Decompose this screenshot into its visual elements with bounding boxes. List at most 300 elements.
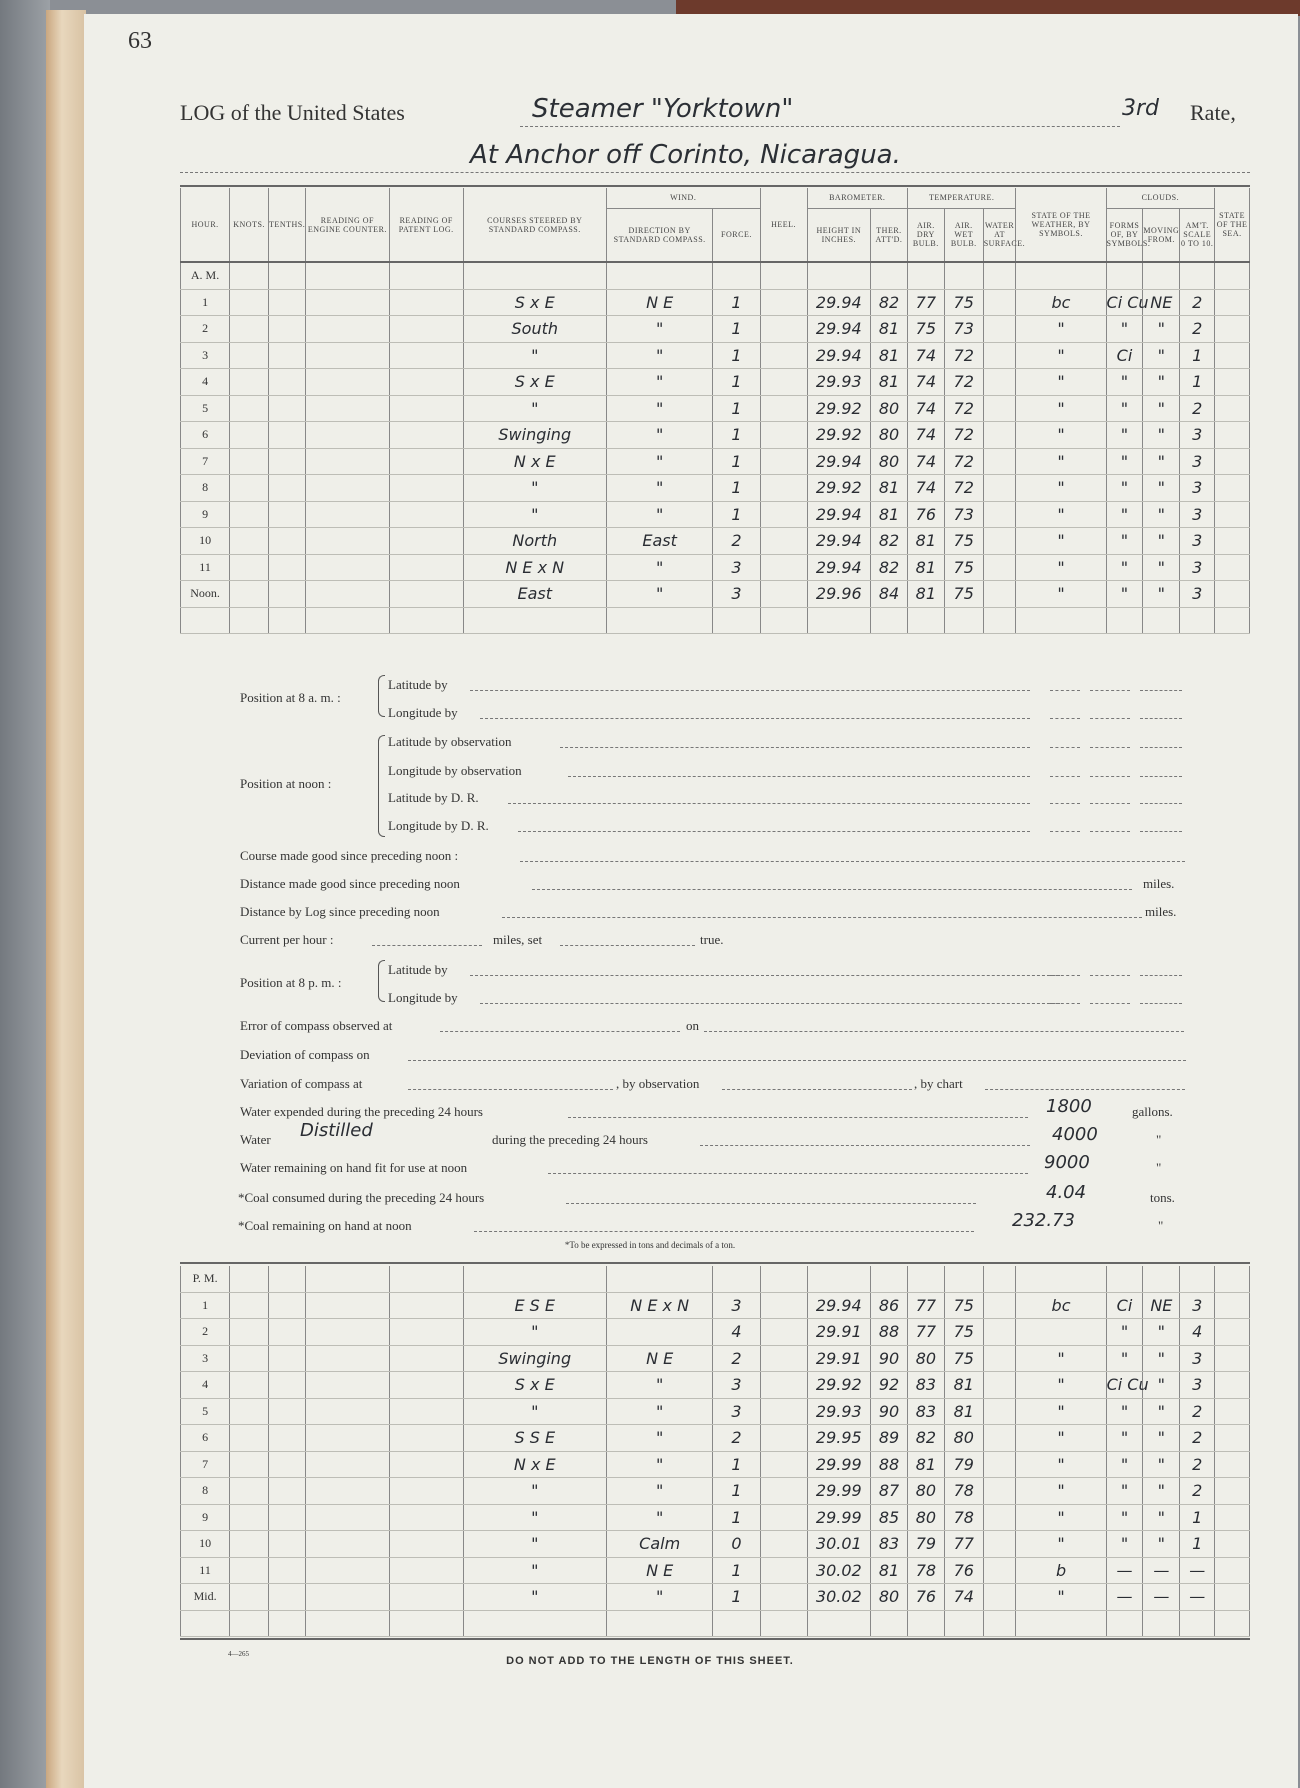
dotted-line <box>1140 718 1182 719</box>
course-good-label: Course made good since preceding noon : <box>240 848 459 863</box>
cell-dir: N E x N <box>606 1292 712 1319</box>
water-distilled-mid-label: during the preceding 24 hours <box>492 1132 648 1147</box>
cell-wet: 76 <box>944 1557 983 1584</box>
empty-cell <box>230 528 269 555</box>
dotted-line <box>1090 1003 1130 1004</box>
dotted-line <box>532 889 1132 890</box>
empty-cell <box>305 1610 389 1637</box>
cell-wet: 78 <box>944 1478 983 1505</box>
miles-label: miles. <box>1145 904 1177 919</box>
cell-course: S S E <box>463 1425 606 1452</box>
cell-ther: 83 <box>871 1531 908 1558</box>
cell-force: 3 <box>713 1292 760 1319</box>
empty-cell <box>606 607 712 634</box>
cell-amount: 3 <box>1180 554 1215 581</box>
log-row <box>181 316 1250 343</box>
cell-course: " <box>463 1557 606 1584</box>
empty-cell <box>606 262 712 289</box>
location: At Anchor off Corinto, Nicaragua. <box>470 140 901 170</box>
cell-force: 1 <box>713 475 760 502</box>
empty-cell <box>983 289 1016 316</box>
empty-cell <box>389 289 463 316</box>
empty-cell <box>305 448 389 475</box>
cell-amount: 2 <box>1180 1398 1215 1425</box>
empty-cell <box>983 1610 1016 1637</box>
log-row <box>181 581 1250 608</box>
empty-cell <box>463 1610 606 1637</box>
cell-dry: 81 <box>907 528 944 555</box>
empty-cell <box>305 607 389 634</box>
cell-hour: 5 <box>181 1398 230 1425</box>
cell-force: 0 <box>713 1531 760 1558</box>
dotted-line <box>704 1031 1184 1032</box>
cell-amount: 3 <box>1180 501 1215 528</box>
empty-cell <box>305 1398 389 1425</box>
cell-weather: " <box>1016 1425 1106 1452</box>
cell-hour: 4 <box>181 369 230 396</box>
empty-cell <box>389 1425 463 1452</box>
cell-bar: 29.92 <box>807 395 870 422</box>
cell-forms: " <box>1106 1345 1143 1372</box>
coal-consumed-label: *Coal consumed during the preceding 24 hours <box>238 1190 485 1205</box>
cell-bar: 29.99 <box>807 1451 870 1478</box>
dotted-line <box>1090 690 1130 691</box>
cell-hour: 9 <box>181 1504 230 1531</box>
gallons-label: gallons. <box>1132 1104 1173 1119</box>
empty-cell <box>871 1610 908 1637</box>
empty-cell <box>760 607 807 634</box>
empty-cell <box>305 289 389 316</box>
empty-cell <box>760 1345 807 1372</box>
cell-wet: 75 <box>944 1292 983 1319</box>
cell-weather: " <box>1016 1504 1106 1531</box>
cell-weather: " <box>1016 395 1106 422</box>
empty-cell <box>760 289 807 316</box>
cell-forms: Ci <box>1106 1292 1143 1319</box>
cell-wet: 72 <box>944 448 983 475</box>
empty-cell <box>760 422 807 449</box>
cell-moving: " <box>1143 448 1180 475</box>
empty-cell <box>713 1266 760 1292</box>
cell-course: " <box>463 1584 606 1611</box>
cell-ther: 84 <box>871 581 908 608</box>
empty-cell <box>305 262 389 289</box>
cell-course: N x E <box>463 448 606 475</box>
empty-cell <box>760 1266 807 1292</box>
cell-force: 1 <box>713 1557 760 1584</box>
empty-cell <box>269 1478 306 1505</box>
cell-hour: 8 <box>181 475 230 502</box>
empty-cell <box>389 1610 463 1637</box>
cell-bar: 29.92 <box>807 475 870 502</box>
cell-dir <box>606 1319 712 1346</box>
cell-moving: " <box>1143 1345 1180 1372</box>
cell-dir: " <box>606 1478 712 1505</box>
period-label: A. M. <box>181 262 230 289</box>
log-row <box>181 369 1250 396</box>
cell-forms: " <box>1106 422 1143 449</box>
empty-cell <box>305 554 389 581</box>
empty-cell <box>1106 1266 1143 1292</box>
log-row <box>181 1504 1250 1531</box>
empty-cell <box>713 262 760 289</box>
empty-cell <box>389 422 463 449</box>
distilled-value: Distilled <box>300 1120 373 1141</box>
cell-amount: 2 <box>1180 395 1215 422</box>
empty-cell <box>269 1610 306 1637</box>
empty-cell <box>1215 1266 1250 1292</box>
dotted-line <box>372 945 482 946</box>
cell-wet: 74 <box>944 1584 983 1611</box>
brace <box>378 960 385 1002</box>
empty-cell <box>1215 1531 1250 1558</box>
empty-cell <box>269 1504 306 1531</box>
empty-cell <box>389 342 463 369</box>
long-label: Longitude by <box>388 705 458 720</box>
cell-ther: 92 <box>871 1372 908 1399</box>
cell-dry: 78 <box>907 1557 944 1584</box>
dotted-line <box>1090 718 1130 719</box>
empty-cell <box>389 1372 463 1399</box>
cell-weather: b <box>1016 1557 1106 1584</box>
log-row <box>181 501 1250 528</box>
cell-dir: " <box>606 369 712 396</box>
cell-bar: 29.92 <box>807 422 870 449</box>
cell-ther: 88 <box>871 1319 908 1346</box>
hdr-bar-height: HEIGHT IN INCHES. <box>807 208 870 262</box>
empty-cell <box>983 475 1016 502</box>
cell-dir: " <box>606 1372 712 1399</box>
cell-amount: 3 <box>1180 422 1215 449</box>
empty-cell <box>230 289 269 316</box>
empty-cell <box>389 1398 463 1425</box>
water-expended-label: Water expended during the preceding 24 hours <box>240 1104 483 1119</box>
dotted-line <box>1050 718 1080 719</box>
cell-amount: 2 <box>1180 1425 1215 1452</box>
cell-moving: " <box>1143 1425 1180 1452</box>
empty-cell <box>305 501 389 528</box>
cell-moving: NE <box>1143 1292 1180 1319</box>
cell-dry: 74 <box>907 395 944 422</box>
cell-bar: 29.94 <box>807 1292 870 1319</box>
empty-cell <box>305 1557 389 1584</box>
cell-wet: 81 <box>944 1372 983 1399</box>
binder-edge <box>0 0 50 1788</box>
dotted-line <box>1050 747 1080 748</box>
cell-bar: 29.93 <box>807 369 870 396</box>
cell-weather: " <box>1016 1345 1106 1372</box>
cell-wet: 73 <box>944 501 983 528</box>
empty-cell <box>305 369 389 396</box>
empty-cell <box>389 554 463 581</box>
empty-cell <box>389 262 463 289</box>
cell-amount: 1 <box>1180 1531 1215 1558</box>
empty-cell <box>389 316 463 343</box>
water-distilled-value: 4000 <box>1052 1124 1098 1145</box>
cell-hour: 3 <box>181 342 230 369</box>
empty-cell <box>760 1319 807 1346</box>
pm-top-rule <box>180 1262 1250 1264</box>
log-row <box>181 528 1250 555</box>
cell-dry: 81 <box>907 1451 944 1478</box>
empty-cell <box>983 1557 1016 1584</box>
empty-cell <box>1215 1372 1250 1399</box>
cell-bar: 29.92 <box>807 1372 870 1399</box>
empty-cell <box>907 1610 944 1637</box>
cell-dry: 77 <box>907 289 944 316</box>
empty-cell <box>983 581 1016 608</box>
cell-ther: 85 <box>871 1504 908 1531</box>
form-code: 4—265 <box>228 1650 249 1658</box>
hdr-hour: HOUR. <box>181 188 230 262</box>
cell-weather: " <box>1016 1398 1106 1425</box>
cell-course: " <box>463 1531 606 1558</box>
empty-cell <box>1016 607 1106 634</box>
cell-moving: NE <box>1143 289 1180 316</box>
dist-good-label: Distance made good since preceding noon <box>240 876 460 891</box>
empty-cell <box>907 607 944 634</box>
empty-cell <box>871 262 908 289</box>
empty-cell <box>1016 1266 1106 1292</box>
empty-cell <box>983 1292 1016 1319</box>
empty-cell <box>983 369 1016 396</box>
cell-forms: " <box>1106 1478 1143 1505</box>
empty-cell <box>760 1478 807 1505</box>
miles-label: miles. <box>1143 876 1175 891</box>
empty-cell <box>230 1345 269 1372</box>
cell-hour: 10 <box>181 1531 230 1558</box>
empty-cell <box>1215 1557 1250 1584</box>
log-row <box>181 1451 1250 1478</box>
empty-cell <box>230 1425 269 1452</box>
cell-hour: 6 <box>181 422 230 449</box>
dotted-line <box>1050 975 1080 976</box>
cell-dry: 74 <box>907 369 944 396</box>
cell-wet: 75 <box>944 1345 983 1372</box>
cell-course: North <box>463 528 606 555</box>
cell-ther: 81 <box>871 342 908 369</box>
cell-bar: 29.94 <box>807 342 870 369</box>
variation-label: Variation of compass at <box>240 1076 363 1091</box>
cell-dry: 83 <box>907 1372 944 1399</box>
cell-ther: 80 <box>871 448 908 475</box>
dotted-line <box>700 1145 1030 1146</box>
cell-forms: " <box>1106 554 1143 581</box>
cell-bar: 30.02 <box>807 1557 870 1584</box>
empty-cell <box>1180 607 1215 634</box>
cell-hour: Mid. <box>181 1584 230 1611</box>
cell-weather: " <box>1016 475 1106 502</box>
empty-cell <box>760 316 807 343</box>
cell-weather: " <box>1016 554 1106 581</box>
hdr-engine: READING OF ENGINE COUNTER. <box>305 188 389 262</box>
empty-cell <box>983 1319 1016 1346</box>
empty-cell <box>983 342 1016 369</box>
cell-dir: Calm <box>606 1531 712 1558</box>
empty-cell <box>269 448 306 475</box>
cell-moving: " <box>1143 1372 1180 1399</box>
cell-dir: East <box>606 528 712 555</box>
empty-cell <box>760 528 807 555</box>
empty-cell <box>463 262 606 289</box>
empty-cell <box>269 501 306 528</box>
empty-cell <box>269 262 306 289</box>
empty-cell <box>760 1557 807 1584</box>
cell-course: " <box>463 1504 606 1531</box>
empty-cell <box>305 1504 389 1531</box>
cell-ther: 82 <box>871 528 908 555</box>
cell-ther: 81 <box>871 369 908 396</box>
empty-cell <box>983 501 1016 528</box>
cell-weather: " <box>1016 448 1106 475</box>
empty-cell <box>305 1451 389 1478</box>
cell-ther: 81 <box>871 501 908 528</box>
empty-cell <box>760 1398 807 1425</box>
empty-cell <box>230 1584 269 1611</box>
empty-cell <box>305 342 389 369</box>
empty-cell <box>983 395 1016 422</box>
cell-force: 1 <box>713 448 760 475</box>
cell-amount: 3 <box>1180 1345 1215 1372</box>
cell-weather: " <box>1016 1478 1106 1505</box>
cell-course: " <box>463 1478 606 1505</box>
hdr-cloud-amount: AM'T. SCALE 0 TO 10. <box>1180 208 1215 262</box>
dotted-line <box>1140 747 1182 748</box>
cell-wet: 72 <box>944 475 983 502</box>
cell-moving: " <box>1143 554 1180 581</box>
log-row <box>181 1584 1250 1611</box>
lat-label: Latitude by <box>388 962 448 977</box>
empty-cell <box>1215 1292 1250 1319</box>
empty-cell <box>760 262 807 289</box>
cell-dir: " <box>606 316 712 343</box>
cell-hour: 5 <box>181 395 230 422</box>
empty-cell <box>230 342 269 369</box>
cell-dir: " <box>606 554 712 581</box>
ship-name: Steamer "Yorktown" <box>532 94 794 124</box>
pm-bottom-rule <box>180 1638 1250 1640</box>
cell-course: East <box>463 581 606 608</box>
cell-forms: — <box>1106 1557 1143 1584</box>
cell-dir: " <box>606 475 712 502</box>
dotted-line <box>508 803 1030 804</box>
empty-cell <box>305 1345 389 1372</box>
cell-force: 1 <box>713 369 760 396</box>
water-remaining-label: Water remaining on hand fit for use at noon <box>240 1160 468 1175</box>
empty-cell <box>760 395 807 422</box>
ditto-mark: " <box>1156 1160 1162 1175</box>
empty-cell <box>181 607 230 634</box>
empty-cell <box>983 607 1016 634</box>
log-row <box>181 1557 1250 1584</box>
current-label: Current per hour : <box>240 932 334 947</box>
empty-cell <box>269 1584 306 1611</box>
cell-ther: 80 <box>871 422 908 449</box>
empty-cell <box>606 1266 712 1292</box>
empty-cell <box>230 1504 269 1531</box>
cell-wet: 75 <box>944 289 983 316</box>
empty-cell <box>1106 607 1143 634</box>
empty-cell <box>230 554 269 581</box>
cell-course: " <box>463 1398 606 1425</box>
empty-cell <box>983 1266 1016 1292</box>
cell-bar: 29.91 <box>807 1319 870 1346</box>
brace <box>378 735 385 837</box>
cell-dir: " <box>606 1504 712 1531</box>
cell-hour: 11 <box>181 554 230 581</box>
empty-cell <box>983 422 1016 449</box>
empty-cell <box>1180 1266 1215 1292</box>
empty-cell <box>230 1557 269 1584</box>
empty-cell <box>1215 554 1250 581</box>
title-dotted-line <box>520 126 1120 127</box>
deviation-label: Deviation of compass on <box>240 1047 370 1062</box>
log-row <box>181 554 1250 581</box>
cell-amount: 3 <box>1180 528 1215 555</box>
cell-hour: 7 <box>181 448 230 475</box>
empty-cell <box>305 1292 389 1319</box>
cell-dir: " <box>606 501 712 528</box>
empty-cell <box>944 1266 983 1292</box>
log-row <box>181 395 1250 422</box>
cell-bar: 29.99 <box>807 1504 870 1531</box>
cell-moving: — <box>1143 1584 1180 1611</box>
dotted-line <box>1090 803 1130 804</box>
empty-cell <box>305 581 389 608</box>
cell-hour: 1 <box>181 1292 230 1319</box>
cell-moving: " <box>1143 369 1180 396</box>
empty-cell <box>760 1584 807 1611</box>
empty-cell <box>1180 262 1215 289</box>
cell-dry: 81 <box>907 554 944 581</box>
rate-label: Rate, <box>1190 100 1236 125</box>
empty-cell <box>713 607 760 634</box>
cell-ther: 80 <box>871 395 908 422</box>
empty-cell <box>230 1451 269 1478</box>
dist-log-label: Distance by Log since preceding noon <box>240 904 440 919</box>
empty-cell <box>269 316 306 343</box>
cell-weather: " <box>1016 581 1106 608</box>
cell-amount: 3 <box>1180 448 1215 475</box>
empty-cell <box>389 1584 463 1611</box>
cell-weather: " <box>1016 422 1106 449</box>
cell-course: " <box>463 395 606 422</box>
hdr-ther: THER. ATT'D. <box>871 208 908 262</box>
empty-cell <box>760 1451 807 1478</box>
cell-weather <box>1016 1319 1106 1346</box>
cell-forms: " <box>1106 448 1143 475</box>
empty-cell <box>807 262 870 289</box>
hdr-temperature: TEMPERATURE. <box>907 188 1016 208</box>
log-row <box>181 475 1250 502</box>
cell-ther: 90 <box>871 1345 908 1372</box>
cell-dry: 80 <box>907 1345 944 1372</box>
cell-wet: 72 <box>944 395 983 422</box>
empty-cell <box>1215 501 1250 528</box>
empty-cell <box>269 369 306 396</box>
cell-hour: 2 <box>181 1319 230 1346</box>
cell-dir: " <box>606 1584 712 1611</box>
empty-cell <box>305 1319 389 1346</box>
empty-cell <box>760 554 807 581</box>
dotted-line <box>560 747 1030 748</box>
cell-force: 1 <box>713 1478 760 1505</box>
long-obs-label: Longitude by observation <box>388 763 522 778</box>
position-noon-label: Position at noon : <box>240 776 332 791</box>
empty-cell <box>230 581 269 608</box>
cell-force: 1 <box>713 1451 760 1478</box>
cell-force: 1 <box>713 1504 760 1531</box>
